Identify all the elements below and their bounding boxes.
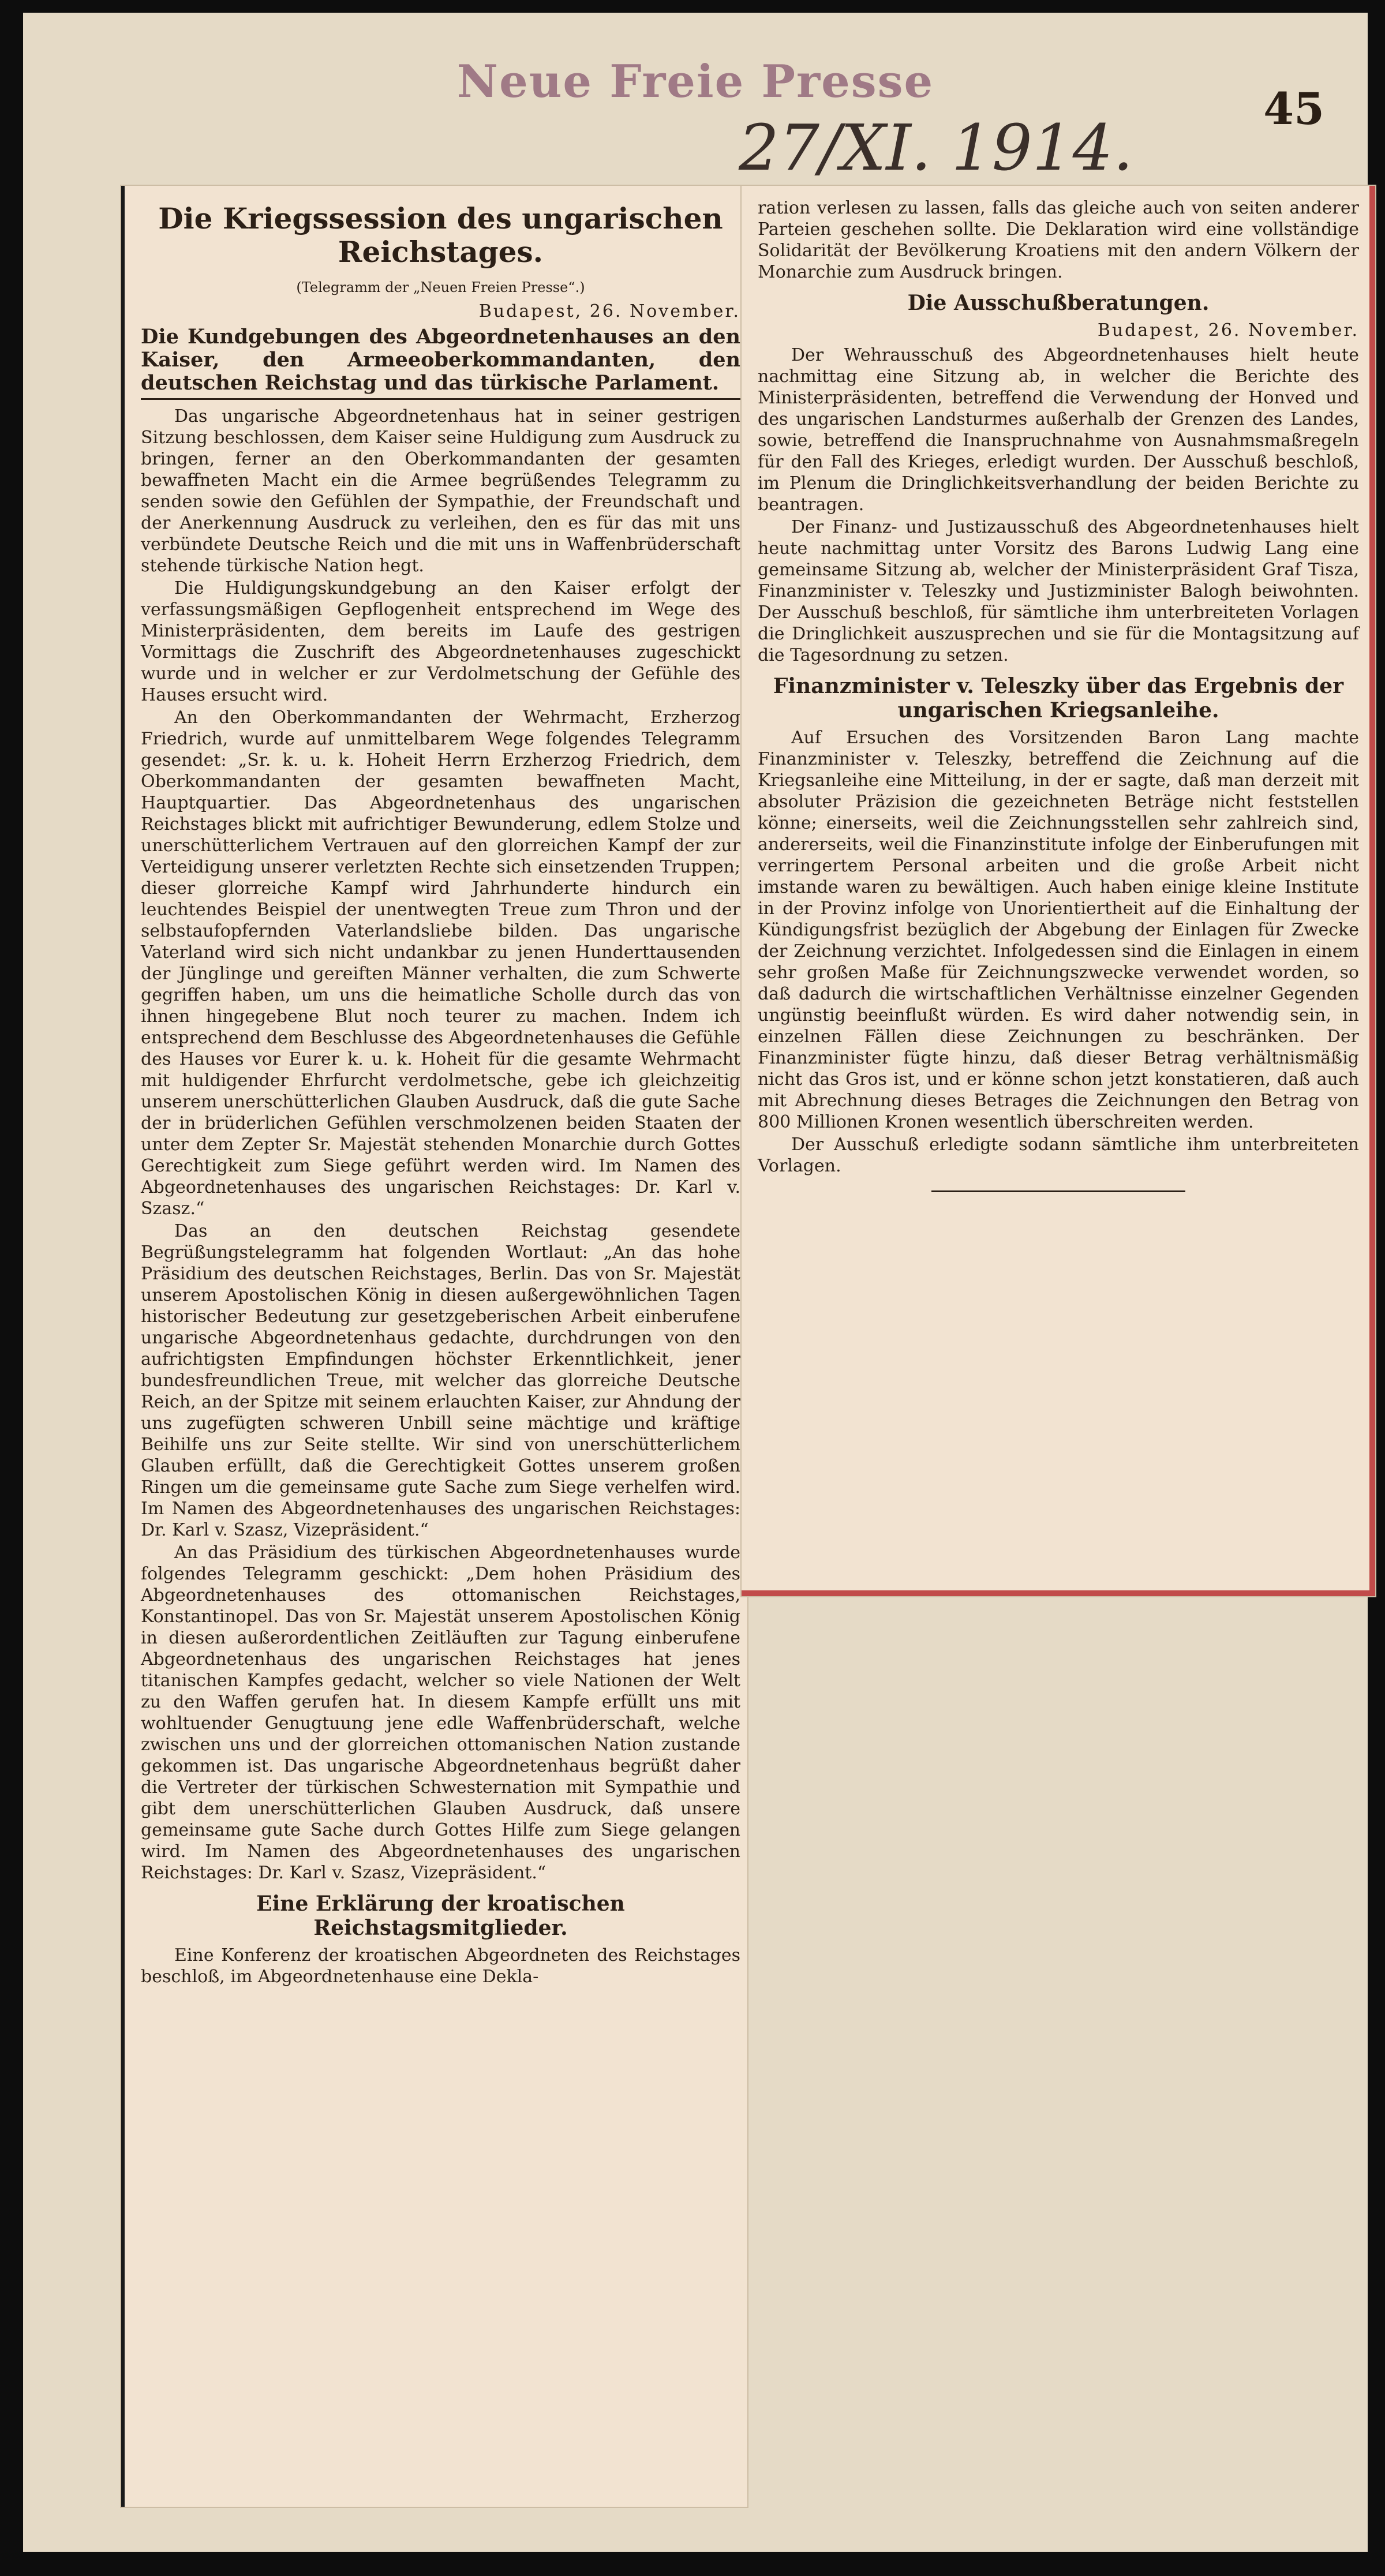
article-dateline: Budapest, 26. November. — [478, 301, 740, 321]
paragraph: Auf Ersuchen des Vorsitzenden Baron Lang machte Finanzminister v. Teleszky, betreffend die Zeichnung auf die Kriegsanleihe eine Mitteilung, in der er sagte, daß man derzeit mit absoluter Präzision die gezeichneten Beträge nicht feststellen könne; einerseits, weil die Zeichnungsstellen sehr zahlreich sind, andererseits, weil die Finanzinstitute infolge der Einberufungen mit verringertem Personal arbeiten und die große Arbeit nicht imstande waren zu bewältigen. Auch haben einige kleine Institute in der Provinz infolge von Unorientiertheit auf die Einhaltung der Kündigungsfrist bezüglich der Abgebung der Einlagen für Zwecke der Zeichnung verzichtet. Infolgedessen sind die Einlagen in einem sehr großen Maße für Zeichnungszwecke verwendet worden, so daß dadurch die wirtschaftlichen Verhältnisse einzelner Gegenden ungünstig beeinflußt würden. Es wird daher notwendig sein, in einzelnen Fällen diese Zeichnungen zu beschränken. Der Finanzminister fügte hinzu, daß dieser Betrag verhältnismäßig nicht das Gros ist, und er könne schon jetzt konstatieren, daß auch mit Abrechnung dieses Betrages die Zeichnungen den Betrag von 800 Millionen Kronen wesentlich überschreiten werden. — [758, 728, 1359, 1132]
page-number: 45 — [1263, 83, 1324, 134]
end-rule — [931, 1190, 1185, 1192]
paragraph: Der Ausschuß erledigte sodann sämtliche ihm unterbreiteten Vorlagen. — [758, 1135, 1359, 1176]
newspaper-masthead: Neue Freie Presse — [456, 55, 934, 108]
committee-dateline: Budapest, 26. November. — [1097, 320, 1359, 340]
article-headline: Die Kriegssession des ungarischen Reichstages. — [158, 201, 723, 269]
clipping-left-column — [121, 186, 747, 2507]
article-subhead: Die Kundgebungen des Abgeordnetenhauses an den Kaiser, den Armeeoberkommandanten, den deutschen Reichstag und das türkische Parlament. — [141, 325, 740, 400]
paragraph: Das an den deutschen Reichstag gesendete Begrüßungstelegramm hat folgenden Wortlaut: „An das hohe Präsidium des deutschen Reichstages, Berlin. Das von Sr. Majestät unserem Apostolischen König in diesen außergewöhnlichen Tagen historischer Bedeutung zur gesetzgeberischen Arbeit einberufene ungarische Abgeordnetenhaus gedachte, durchdrungen von den aufrichtigsten Empfindungen höchster Erkenntlichkeit, jener bundesfreundlichen Treue, mit welcher das glorreiche Deutsche Reich, an der Spitze mit seinem erlauchten Kaiser, zur Ahndung der uns zugefügten schweren Unbill seine mächtige und kräftige Beihilfe uns zur Seite stellte. Wir sind von unerschütterlichem Glauben erfüllt, daß die Gerechtigkeit Gottes unserem großen Ringen um die gemeinsame gute Sache zum Siege verhelfen wird. Im Namen des Abgeordnetenhauses des ungarischen Reichstages: Dr. Karl v. Szasz, Vizepräsident.“ — [141, 1221, 740, 1540]
paragraph: Der Wehrausschuß des Abgeordnetenhauses hielt heute nachmittag eine Sitzung ab, in welcher die Berichte des Ministerpräsidenten, betreffend die Verwendung der Honved und des ungarischen Landsturmes außerhalb der Grenzen des Landes, sowie, betreffend die Inanspruchnahme von Ausnahmsmaßregeln für den Fall des Krieges, erledigt wurden. Der Ausschuß beschloß, im Plenum die Dringlichkeitsverhandlung der beiden Berichte zu beantragen. — [758, 345, 1359, 515]
clipping-right-column — [742, 186, 1375, 1596]
paragraph: Der Finanz- und Justizausschuß des Abgeordnetenhauses hielt heute nachmittag unter Vorsitz des Barons Ludwig Lang eine gemeinsame Sitzung ab, welcher der Ministerpräsident Graf Tisza, Finanzminister v. Teleszky und Justizminister Balogh beiwohnten. Der Ausschuß beschloß, für sämtliche ihm unterbreiteten Vorlagen die Dringlichkeit auszusprechen und sie für die Montagsitzung auf die Tagesordnung zu setzen. — [758, 517, 1359, 665]
paragraph: An das Präsidium des türkischen Abgeordnetenhauses wurde folgendes Telegramm geschickt: „Dem hohen Präsidium des Abgeordnetenhauses des ottomanischen Reichstages, Konstantinopel. Das von Sr. Majestät unserem Apostolischen König in diesen außerordentlichen Zeitläuften zur Tagung einberufene Abgeordnetenhaus des ungarischen Reichstages hat jenes titanischen Kampfes gedacht, welcher so viele Nationen der Welt zu den Waffen gerufen hat. In diesem Kampfe erfüllt uns mit wohltuender Genugtuung jene edle Waffenbrüderschaft, welche zwischen uns und der glorreichen ottomanischen Nation zustande gekommen ist. Das ungarische Abgeordnetenhaus begrüßt daher die Vertreter der türkischen Schwesternation mit Sympathie und gibt dem unerschütterlichen Glauben Ausdruck, daß unsere gemeinsame gute Sache durch Gottes Hilfe zum Siege gelangen wird. Im Namen des Abgeordnetenhauses des ungarischen Reichstages: Dr. Karl v. Szasz, Vizepräsident.“ — [141, 1542, 740, 1883]
paragraph: ration verlesen zu lassen, falls das gleiche auch von seiten anderer Parteien geschehen sollte. Die Deklaration wird eine vollständige Solidarität der Bevölkerung Kroatiens mit den andern Völkern der Monarchie zum Ausdruck bringen. — [758, 198, 1359, 282]
paragraph: Die Huldigungskundgebung an den Kaiser erfolgt der verfassungsmäßigen Gepflogenheit entsprechend im Wege des Ministerpräsidenten, dem bereits im Laufe des gestrigen Vormittags die Zuschrift des Abgeordnetenhauses zugeschickt wurde und in welcher er zur Verdolmetschung der Gefühle des Hauses ersucht wird. — [141, 578, 740, 705]
paragraph: An den Oberkommandanten der Wehrmacht, Erzherzog Friedrich, wurde auf unmittelbarem Wege folgendes Telegramm gesendet: „Sr. k. u. k. Hoheit Herrn Erzherzog Friedrich, dem Oberkommandanten der gesamten bewaffneten Macht, Hauptquartier. Das Abgeordnetenhaus des ungarischen Reichstages blickt mit aufrichtiger Bewunderung, edlem Stolze und unerschütterlichem Vertrauen auf den glorreichen Kampf der zur Verteidigung unserer verletzten Rechte sich einsetzenden Truppen; dieser glorreiche Kampf wird Jahrhunderte hindurch ein leuchtendes Beispiel der unentwegten Treue zum Thron und der selbstaufopfernden Vaterlandsliebe bilden. Das ungarische Vaterland wird sich nicht undankbar zu jenen Hunderttausenden der Jünglinge und gereiften Männer verhalten, die zum Schwerte gegriffen haben, um uns die heimatliche Scholle durch das von ihnen hingegebene Blut noch teurer zu machen. Indem ich entsprechend dem Beschlusse des Abgeordnetenhauses die Gefühle des Hauses vor Eurer k. u. k. Hoheit für die gesamte Wehrmacht mit huldigender Ehrfurcht verdolmetsche, gebe ich gleichzeitig unserem unerschütterlichen Glauben Ausdruck, daß die gute Sache der in brüderlichen Gefühlen verschmolzenen beiden Staaten der unter dem Zepter Sr. Majestät stehenden Monarchie durch Gottes Gerechtigkeit zum Siege geführt werden wird. Im Namen des Abgeordnetenhauses des ungarischen Reichstages: Dr. Karl v. Szasz.“ — [141, 707, 740, 1219]
paragraph: Das ungarische Abgeordnetenhaus hat in seiner gestrigen Sitzung beschlossen, dem Kaiser seine Huldigung zum Ausdruck zu bringen, ferner an den Oberkommandanten der gesamten bewaffneten Macht ein die Armee begrüßendes Telegramm zu senden sowie den Gefühlen der Sympathie, der Freundschaft und der Anerkennung Ausdruck zu verleihen, den es für das mit uns verbündete Deutsche Reich und die mit uns in Waffenbrüderschaft stehende türkische Nation hegt. — [141, 406, 740, 576]
article-column-right — [742, 186, 1369, 1590]
paragraph: Eine Konferenz der kroatischen Abgeordneten des Reichstages beschloß, im Abgeordnetenhause eine Dekla- — [141, 1945, 740, 1987]
loan-subhead: Finanzminister v. Teleszky über das Ergebnis der ungarischen Kriegsanleihe. — [773, 674, 1344, 722]
handwritten-date: 27/XI. 1914. — [739, 111, 1133, 185]
committee-subhead: Die Ausschußberatungen. — [907, 291, 1210, 315]
croatian-subhead: Eine Erklärung der kroatischen Reichstagsmitglieder. — [256, 1892, 625, 1940]
telegram-source: (Telegramm der „Neuen Freien Presse“.) — [296, 279, 585, 295]
article-column-left — [121, 186, 751, 2507]
